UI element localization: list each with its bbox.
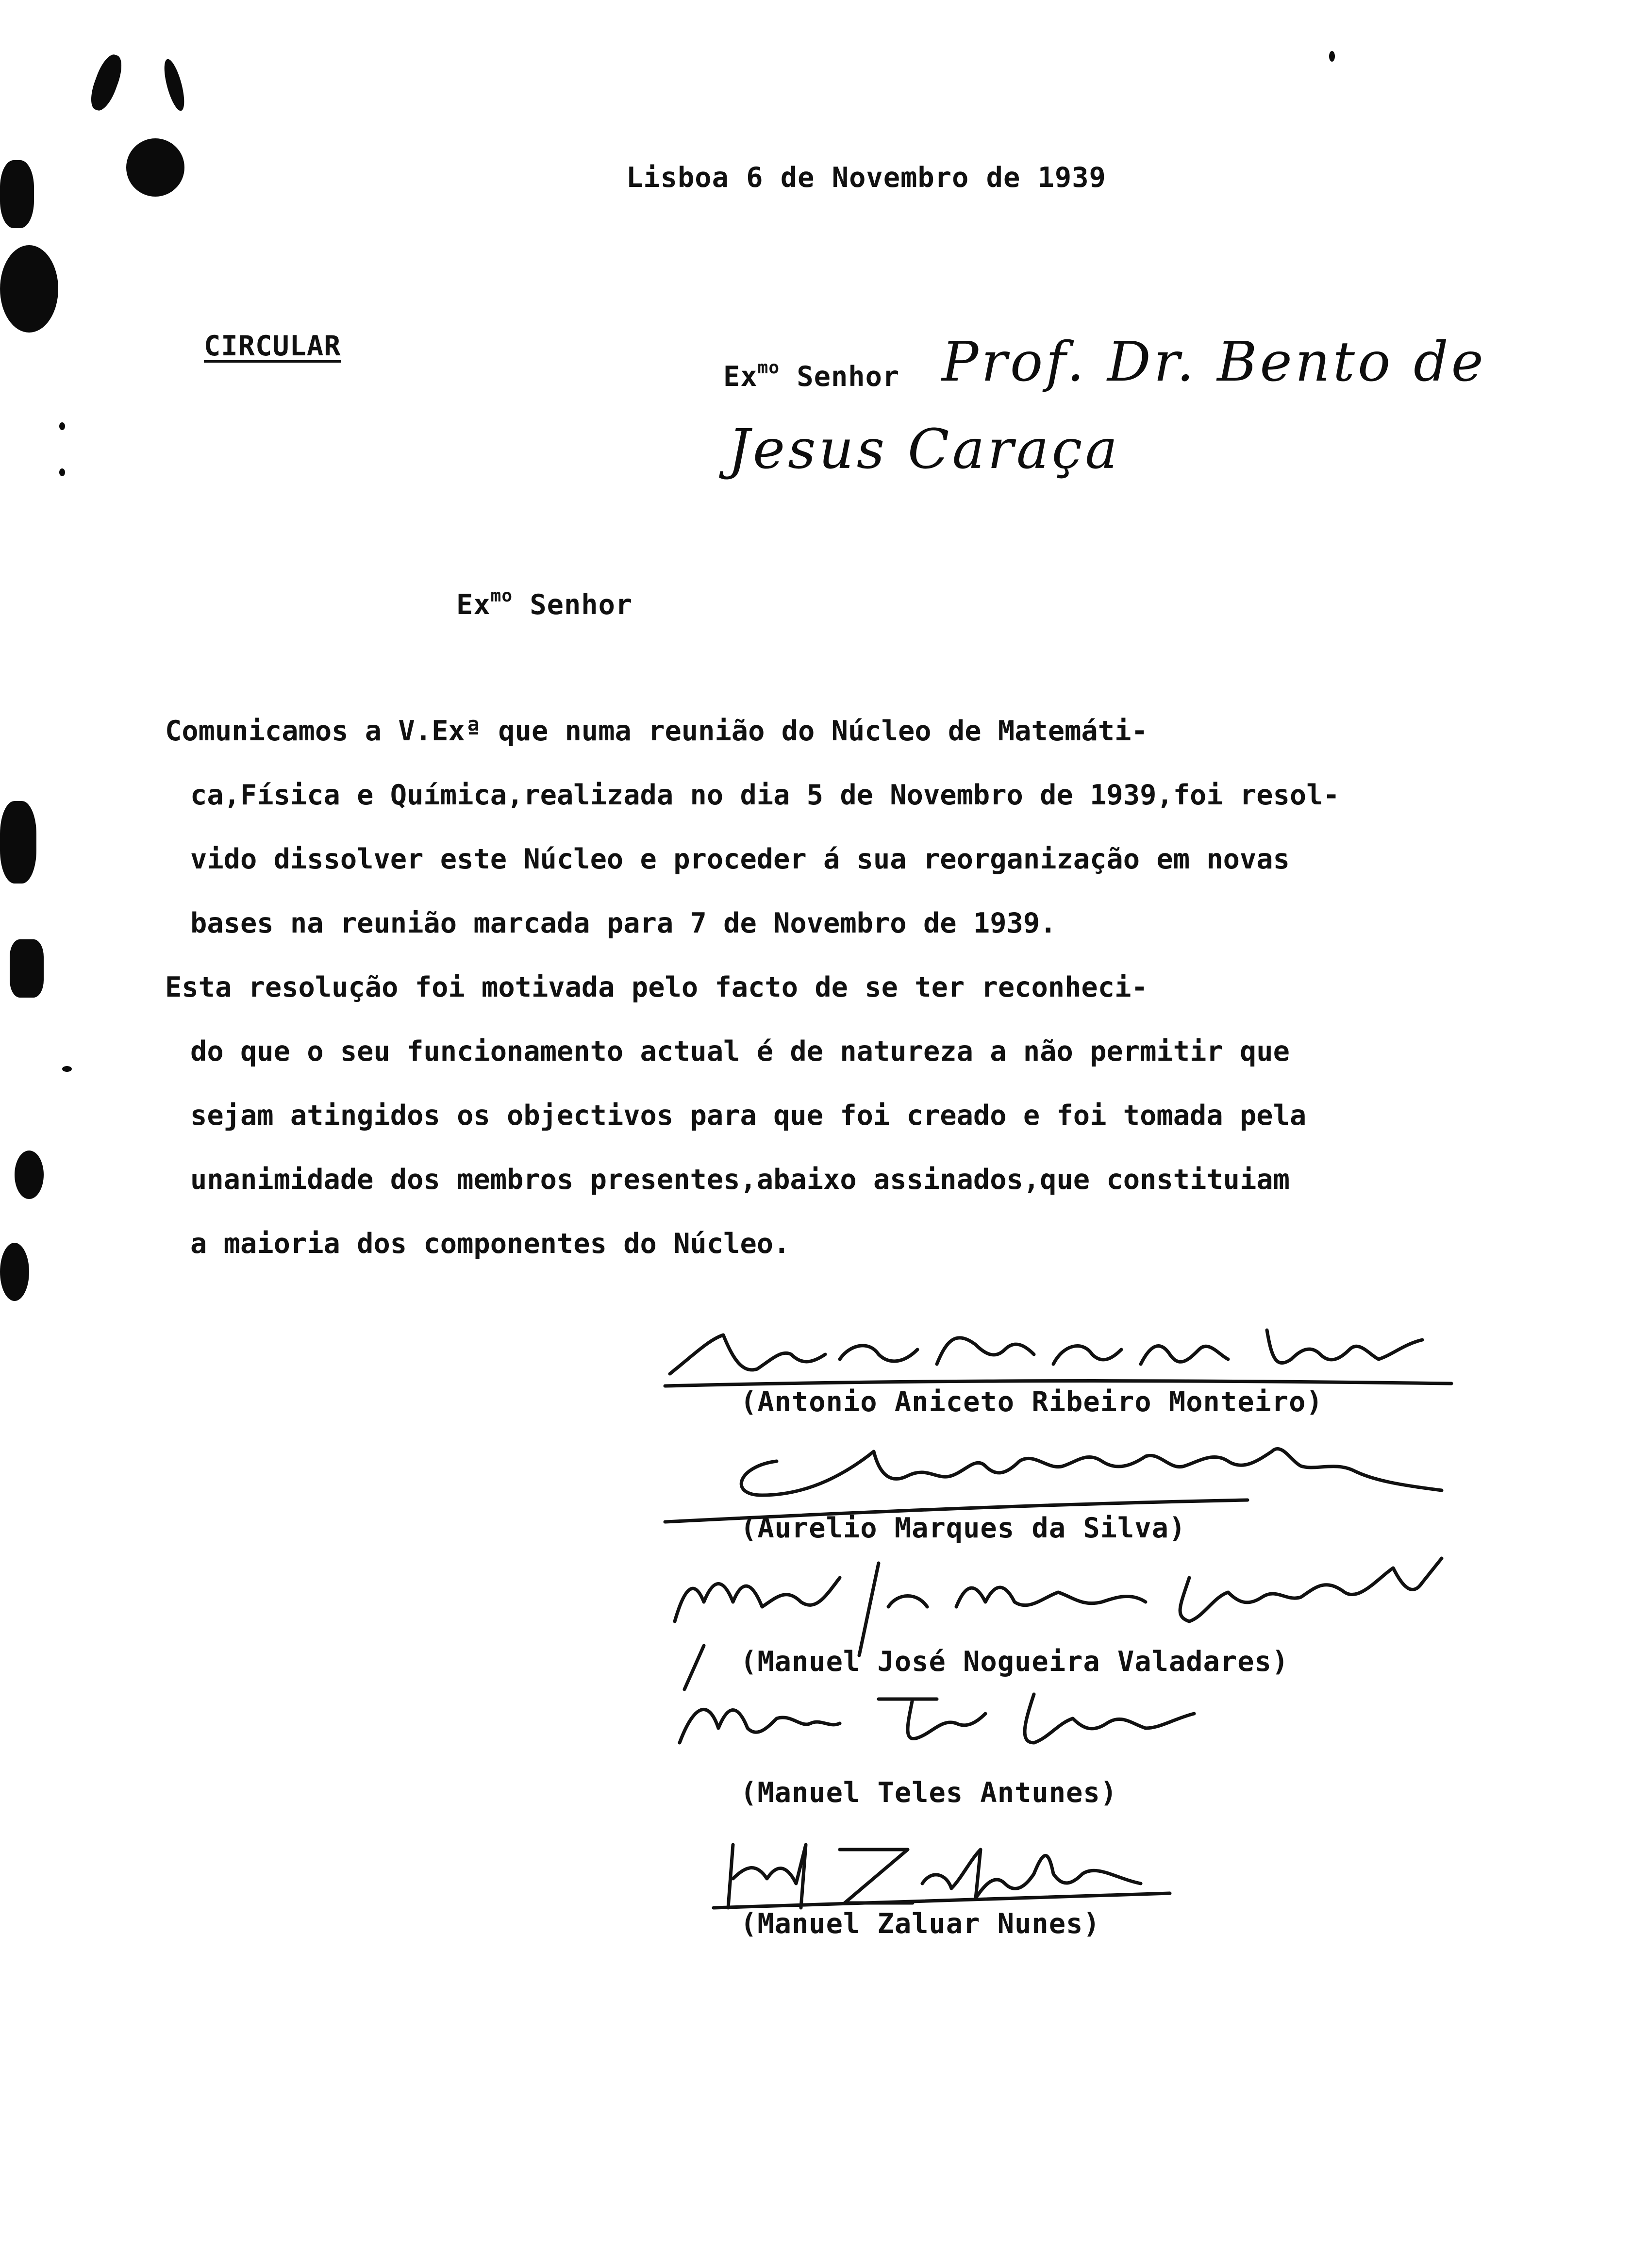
- addressee-line: [723, 359, 899, 391]
- ink-dot: [59, 422, 65, 430]
- ink-dot: [1329, 51, 1335, 62]
- ink-blot: [10, 939, 44, 998]
- addressee-title: Senhor: [780, 361, 900, 393]
- ink-dot: [59, 468, 65, 476]
- signatory-name: (Antonio Aniceto Ribeiro Monteiro): [740, 1386, 1323, 1418]
- addressee-prefix-sup: mo: [757, 358, 780, 378]
- body-line: vido dissolver este Núcleo e proceder á sua reorganização em novas: [190, 843, 1290, 875]
- ink-blot: [15, 1151, 44, 1199]
- body-line: do que o seu funcionamento actual é de natureza a não permitir que: [190, 1035, 1290, 1067]
- ink-blot: [0, 160, 34, 228]
- ink-blot: [160, 57, 188, 113]
- ink-blot: [86, 51, 127, 114]
- body-line: a maioria dos componentes do Núcleo.: [190, 1228, 790, 1260]
- body-line: Comunicamos a V.Exª que numa reunião do Núcleo de Matemáti-: [165, 715, 1148, 747]
- salutation: [456, 587, 632, 619]
- ink-blot: [0, 1243, 29, 1301]
- body-line: ca,Física e Química,realizada no dia 5 de Novembro de 1939,foi resol-: [190, 779, 1340, 811]
- place-date: Lisboa 6 de Novembro de 1939: [626, 162, 1106, 194]
- signatory-name: (Manuel Teles Antunes): [740, 1777, 1117, 1809]
- body-line: unanimidade dos membros presentes,abaixo assinados,que constituiam: [190, 1164, 1290, 1196]
- circular-label: CIRCULAR: [204, 330, 341, 362]
- ink-blot: [126, 138, 184, 197]
- addressee-handwritten-line1: Prof. Dr. Bento de: [942, 331, 1486, 394]
- signatory-name: (Manuel José Nogueira Valadares): [740, 1646, 1289, 1678]
- handwritten-signature: [694, 1830, 1204, 1918]
- ink-blot: [0, 801, 36, 884]
- body-line: sejam atingidos os objectivos para que foi creado e foi tomada pela: [190, 1100, 1307, 1132]
- ink-dot: [62, 1066, 72, 1072]
- salutation-sup: mo: [490, 586, 513, 606]
- salutation-prefix: Ex: [456, 589, 491, 621]
- signatory-name: (Aurelio Marques da Silva): [740, 1512, 1186, 1544]
- body-line: Esta resolução foi motivada pelo facto de se ter reconheci-: [165, 971, 1148, 1003]
- signatory-name: (Manuel Zaluar Nunes): [740, 1908, 1100, 1940]
- handwritten-signature: [665, 1675, 1223, 1772]
- handwritten-signature: [665, 1301, 1461, 1398]
- addressee-prefix: Ex: [723, 361, 758, 393]
- addressee-handwritten-line2: Jesus Caraça: [728, 418, 1121, 481]
- salutation-title: Senhor: [513, 589, 633, 621]
- body-line: bases na reunião marcada para 7 de Novembro de 1939.: [190, 907, 1057, 939]
- ink-blot: [0, 245, 58, 333]
